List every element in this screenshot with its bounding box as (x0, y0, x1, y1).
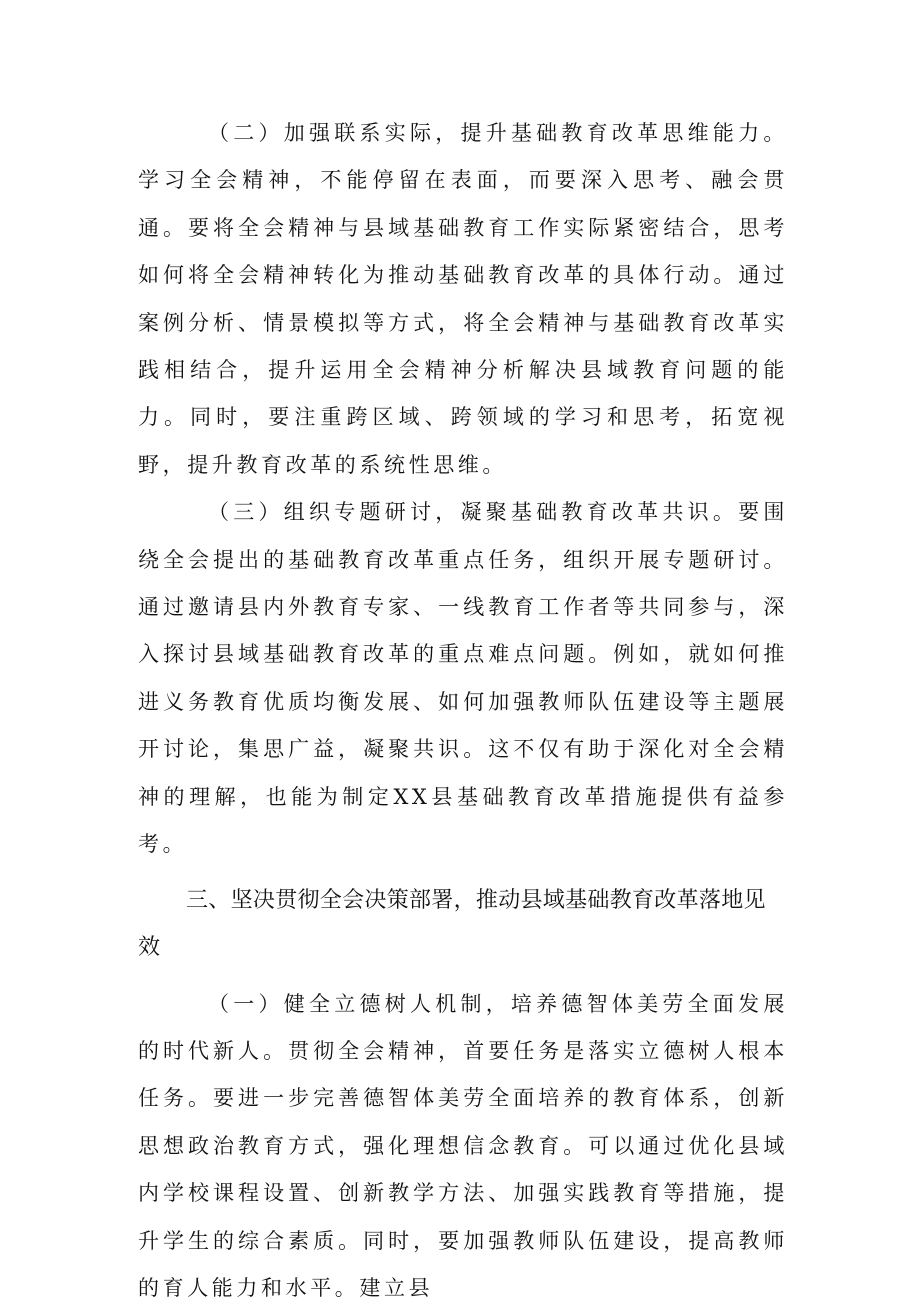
paragraph-organize-seminars: （三）组织专题研讨，凝聚基础教育改革共识。要围绕全会提出的基础教育改革重点任务，组织开展专题研讨。通过邀请县内外教育专家、一线教育工作者等共同参与，深入探讨县域基础教育改革的重点难点问题。例如，就如何推进义务教育优质均衡发展、如何加强教师队伍建设等主题展开讨论，集思广益，凝聚共识。这不仅有助于深化对全会精神的理解，也能为制定XX县基础教育改革措施提供有益参考。 (138, 489, 788, 868)
paragraph-strengthen-practice: （二）加强联系实际，提升基础教育改革思维能力。学习全会精神，不能停留在表面，而要深入思考、融会贯通。要将全会精神与县域基础教育工作实际紧密结合，思考如何将全会精神转化为推动基础教育改革的具体行动。通过案例分析、情景模拟等方式，将全会精神与基础教育改革实践相结合，提升运用全会精神分析解决县域教育问题的能力。同时，要注重跨区域、跨领域的学习和思考，拓宽视野，提升教育改革的系统性思维。 (138, 110, 788, 489)
paragraph-moral-education: （一）健全立德树人机制，培养德智体美劳全面发展的时代新人。贯彻全会精神，首要任务是落实立德树人根本任务。要进一步完善德智体美劳全面培养的教育体系，创新思想政治教育方式，强化理想信念教育。可以通过优化县域内学校课程设置、创新教学方法、加强实践教育等措施，提升学生的综合素质。同时，要加强教师队伍建设，提高教师的育人能力和水平。建立县 (138, 981, 788, 1312)
section-heading: 三、坚决贯彻全会决策部署，推动县域基础教育改革落地见效 (138, 877, 788, 971)
document-body (138, 110, 788, 1312)
